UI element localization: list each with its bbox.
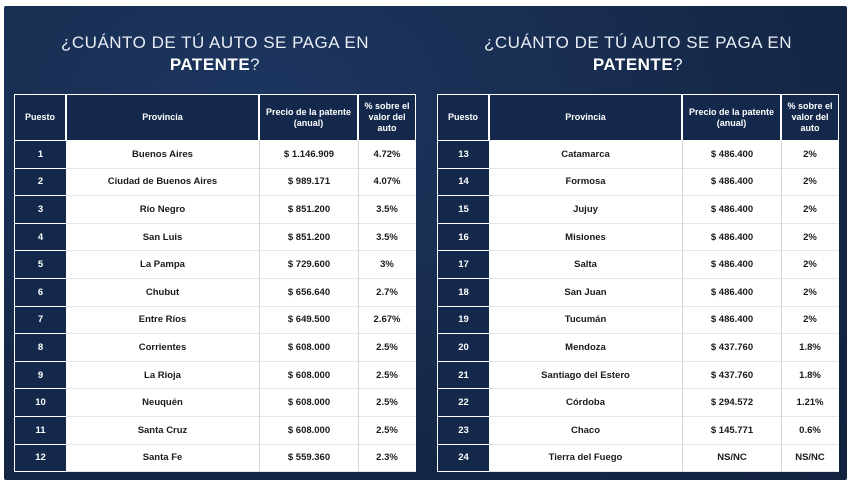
table-row <box>14 251 416 279</box>
table-row <box>437 224 839 252</box>
header-precio: Precio de la patente (anual) <box>682 94 781 141</box>
cell-porcentaje: 4.72% <box>358 141 416 169</box>
cell-provincia: Tucumán <box>489 307 682 335</box>
header-provincia: Provincia <box>66 94 259 141</box>
cell-porcentaje: 1.8% <box>781 334 839 362</box>
cell-precio: $ 486.400 <box>682 251 781 279</box>
cell-porcentaje: 2.7% <box>358 279 416 307</box>
cell-precio: $ 608.000 <box>259 389 358 417</box>
table-row <box>14 334 416 362</box>
cell-puesto: 22 <box>437 389 489 417</box>
cell-porcentaje: 0.6% <box>781 417 839 445</box>
table-row <box>437 279 839 307</box>
cell-provincia: Neuquén <box>66 389 259 417</box>
cell-porcentaje: 1.21% <box>781 389 839 417</box>
right-panel <box>437 6 839 472</box>
cell-precio: $ 486.400 <box>682 169 781 197</box>
cell-porcentaje: 2.3% <box>358 445 416 473</box>
title-line1: ¿CUÁNTO DE TÚ AUTO SE PAGA EN <box>484 33 792 52</box>
cell-puesto: 18 <box>437 279 489 307</box>
cell-porcentaje: 2.5% <box>358 362 416 390</box>
table-row <box>437 445 839 473</box>
cell-provincia: Santiago del Estero <box>489 362 682 390</box>
table-body-left <box>14 141 416 472</box>
table-row <box>14 196 416 224</box>
table-header-row <box>437 94 839 141</box>
cell-precio: $ 145.771 <box>682 417 781 445</box>
cell-puesto: 17 <box>437 251 489 279</box>
left-title <box>14 6 416 94</box>
cell-precio: $ 486.400 <box>682 196 781 224</box>
cell-porcentaje: 4.07% <box>358 169 416 197</box>
cell-precio: $ 649.500 <box>259 307 358 335</box>
table-row <box>14 362 416 390</box>
cell-puesto: 4 <box>14 224 66 252</box>
cell-puesto: 16 <box>437 224 489 252</box>
header-provincia: Provincia <box>489 94 682 141</box>
cell-puesto: 12 <box>14 445 66 473</box>
cell-provincia: La Pampa <box>66 251 259 279</box>
cell-precio: $ 656.640 <box>259 279 358 307</box>
table-row <box>437 141 839 169</box>
cell-provincia: Mendoza <box>489 334 682 362</box>
cell-puesto: 21 <box>437 362 489 390</box>
table-row <box>14 417 416 445</box>
cell-provincia: Santa Cruz <box>66 417 259 445</box>
cell-puesto: 20 <box>437 334 489 362</box>
cell-precio: $ 486.400 <box>682 307 781 335</box>
cell-provincia: Salta <box>489 251 682 279</box>
cell-precio: $ 608.000 <box>259 334 358 362</box>
table-row <box>14 141 416 169</box>
cell-puesto: 2 <box>14 169 66 197</box>
cell-porcentaje: NS/NC <box>781 445 839 473</box>
cell-precio: $ 486.400 <box>682 224 781 252</box>
title-suffix: ? <box>673 55 684 74</box>
table-row <box>437 196 839 224</box>
cell-puesto: 11 <box>14 417 66 445</box>
cell-provincia: Corrientes <box>66 334 259 362</box>
cell-porcentaje: 2% <box>781 196 839 224</box>
cell-puesto: 7 <box>14 307 66 335</box>
cell-porcentaje: 2% <box>781 141 839 169</box>
cell-precio: $ 486.400 <box>682 141 781 169</box>
table-row <box>14 307 416 335</box>
table-row <box>437 389 839 417</box>
table-row <box>437 334 839 362</box>
cell-puesto: 13 <box>437 141 489 169</box>
cell-provincia: Chubut <box>66 279 259 307</box>
table-body-right <box>437 141 839 472</box>
cell-provincia: Formosa <box>489 169 682 197</box>
table-header-row <box>14 94 416 141</box>
left-panel <box>14 6 416 472</box>
cell-porcentaje: 3% <box>358 251 416 279</box>
cell-provincia: Santa Fe <box>66 445 259 473</box>
cell-porcentaje: 2.67% <box>358 307 416 335</box>
cell-puesto: 19 <box>437 307 489 335</box>
title-bold: PATENTE <box>592 55 674 74</box>
cell-puesto: 23 <box>437 417 489 445</box>
cell-precio: $ 729.600 <box>259 251 358 279</box>
cell-porcentaje: 3.5% <box>358 224 416 252</box>
cell-porcentaje: 2.5% <box>358 417 416 445</box>
cell-porcentaje: 2.5% <box>358 334 416 362</box>
cell-precio: $ 851.200 <box>259 196 358 224</box>
header-puesto: Puesto <box>14 94 66 141</box>
cell-porcentaje: 1.8% <box>781 362 839 390</box>
cell-provincia: San Juan <box>489 279 682 307</box>
table-row <box>14 445 416 473</box>
cell-provincia: Chaco <box>489 417 682 445</box>
cell-precio: $ 989.171 <box>259 169 358 197</box>
table-row <box>437 169 839 197</box>
cell-porcentaje: 2.5% <box>358 389 416 417</box>
cell-precio: $ 608.000 <box>259 362 358 390</box>
cell-puesto: 3 <box>14 196 66 224</box>
right-title <box>437 6 839 94</box>
cell-precio: $ 294.572 <box>682 389 781 417</box>
cell-puesto: 6 <box>14 279 66 307</box>
cell-precio: $ 608.000 <box>259 417 358 445</box>
table-row <box>14 389 416 417</box>
cell-puesto: 8 <box>14 334 66 362</box>
cell-provincia: Entre Ríos <box>66 307 259 335</box>
cell-provincia: La Rioja <box>66 362 259 390</box>
ranking-table-right <box>437 94 839 472</box>
cell-puesto: 14 <box>437 169 489 197</box>
header-porcentaje: % sobre el valor del auto <box>781 94 839 141</box>
table-row <box>14 169 416 197</box>
cell-precio: $ 486.400 <box>682 279 781 307</box>
cell-porcentaje: 2% <box>781 224 839 252</box>
cell-provincia: Catamarca <box>489 141 682 169</box>
cell-precio: $ 437.760 <box>682 362 781 390</box>
header-puesto: Puesto <box>437 94 489 141</box>
cell-provincia: Jujuy <box>489 196 682 224</box>
table-row <box>14 224 416 252</box>
header-porcentaje: % sobre el valor del auto <box>358 94 416 141</box>
cell-porcentaje: 2% <box>781 169 839 197</box>
cell-puesto: 24 <box>437 445 489 473</box>
cell-puesto: 15 <box>437 196 489 224</box>
cell-provincia: Buenos Aires <box>66 141 259 169</box>
cell-precio: NS/NC <box>682 445 781 473</box>
cell-porcentaje: 2% <box>781 307 839 335</box>
title-bold: PATENTE <box>169 55 251 74</box>
cell-puesto: 1 <box>14 141 66 169</box>
header-precio: Precio de la patente (anual) <box>259 94 358 141</box>
cell-puesto: 9 <box>14 362 66 390</box>
cell-puesto: 5 <box>14 251 66 279</box>
cell-porcentaje: 2% <box>781 279 839 307</box>
cell-puesto: 10 <box>14 389 66 417</box>
table-row <box>437 251 839 279</box>
cell-provincia: Córdoba <box>489 389 682 417</box>
cell-provincia: Misiones <box>489 224 682 252</box>
table-row <box>437 362 839 390</box>
cell-provincia: Ciudad de Buenos Aires <box>66 169 259 197</box>
table-row <box>437 417 839 445</box>
table-row <box>437 307 839 335</box>
infographic-card <box>4 6 847 480</box>
cell-provincia: Tierra del Fuego <box>489 445 682 473</box>
cell-precio: $ 1.146.909 <box>259 141 358 169</box>
cell-provincia: Río Negro <box>66 196 259 224</box>
cell-provincia: San Luis <box>66 224 259 252</box>
cell-precio: $ 851.200 <box>259 224 358 252</box>
cell-precio: $ 559.360 <box>259 445 358 473</box>
cell-precio: $ 437.760 <box>682 334 781 362</box>
cell-porcentaje: 3.5% <box>358 196 416 224</box>
title-line1: ¿CUÁNTO DE TÚ AUTO SE PAGA EN <box>61 33 369 52</box>
ranking-table-left <box>14 94 416 472</box>
title-suffix: ? <box>250 55 261 74</box>
table-row <box>14 279 416 307</box>
cell-porcentaje: 2% <box>781 251 839 279</box>
